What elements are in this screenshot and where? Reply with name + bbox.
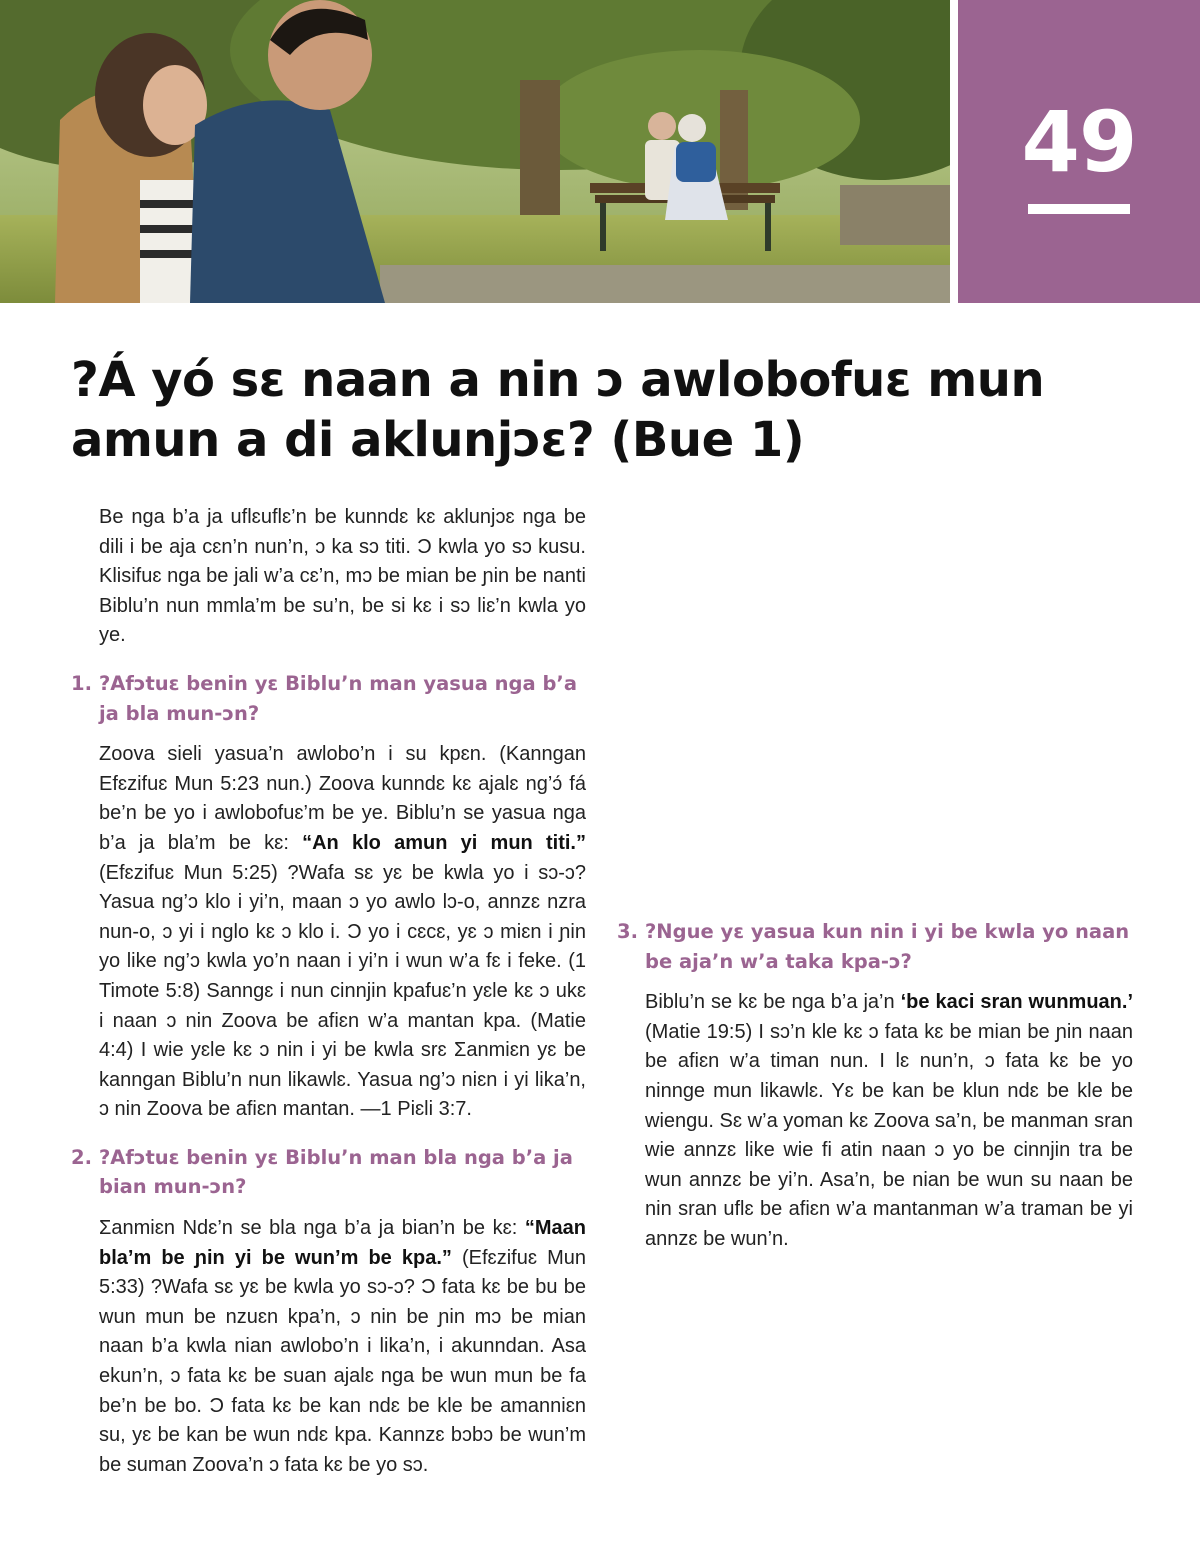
park-couple-illustration (0, 0, 950, 303)
answer-text: Zoova sieli yasua’n awlobo’n i su kpɛn. (Kanngan Efɛzifuɛ Mun 5:23 nun.) Zoova kunndɛ kɛ ajalɛ ng’ɔ́ fá be’n be yo i awlobofuɛ’m be ye. Biblu’n se yasua nga b’a ja bla’m be kɛ: (99, 743, 586, 854)
answer-text: Biblu’n se kɛ be nga b’a ja’n (645, 991, 901, 1014)
lesson-number: 49 (1021, 93, 1137, 191)
right-column (617, 503, 1133, 1255)
intro-paragraph: Be nga b’a ja uflɛuflɛ’n be kunndɛ kɛ aklunjɔɛ nga be dili i be aja cɛn’n nun’n, ɔ ka sɔ titi. Ɔ kwla yo sɔ kusu. Klisifuɛ nga be jali w’a cɛ’n, mɔ be mian be ɲin be nanti Biblu’n nun mmla’m be su’n, be si kɛ i sɔ liɛ’n kwla yo ye. (99, 506, 586, 647)
answer-paragraph-1 (71, 740, 586, 1125)
scripture-quote: ‘be kaci sran wunmuan.’ (900, 991, 1134, 1014)
question-number: 3. (617, 920, 638, 943)
answer-text: (Efɛzifuɛ Mun 5:25) ?Wafa sɛ yɛ be kwla yo i sɔ-ɔ? Yasua ng’ɔ klo i yi’n, maan ɔ yo awlo lɔ-o, annzɛ nzra nun-o, ɔ yi i nglo kɛ ɔ klo i. Ɔ yo i cɛcɛ, yɛ ɔ miɛn i ɲin yo like ng’ɔ kwla yo’n naan i yi’n i wun w’a fɛ i feke. (1 Timote 5:8) Sanngɛ i nun cinnjin kpafuɛ’n yɛle kɛ ɔ ukɛ i naan ɔ nin Zoova be afiɛn w’a mantan kpa. (Matie 4:4) I wie yɛle kɛ ɔ nin i yi be kwla srɛ Ʃanmiɛn yɛ be kanngan Biblu’n nun likawlɛ. Yasua ng’ɔ niɛn i yi lika’n, ɔ nin Zoova be afiɛn mantan. —1 Piɛli 3:7. (99, 861, 586, 1121)
question-number: 2. (71, 1145, 92, 1169)
question-3 (617, 917, 1133, 976)
scripture-quote: “Maan bla’m be ɲin yi be wun’m be kpa.” (99, 1217, 586, 1269)
page-title: ?Á yó sɛ naan a nin ɔ awlobofuɛ mun amun a di aklunjɔɛ? (Bue 1) (71, 352, 1045, 468)
answer-text: (Efɛzifuɛ Mun 5:33) ?Wafa sɛ yɛ be kwla yo sɔ-ɔ? Ɔ fata kɛ be bu be wun mun be nzuɛn kpa’n, ɔ nin be ɲin mɔ be mian naan b’a kwla nian awlobo’n i lika’n, i akunndan. Asa ekun’n, ɔ fata kɛ be suan ajalɛ nga be wun mun be fa be’n be bo. Ɔ fata kɛ be kan ndɛ be kle be amanniɛn su, yɛ be kan be wun ndɛ kpa. Kannzɛ bɔbɔ be wun’m be suman Zoova’n ɔ fata kɛ be yo sɔ. (99, 1246, 586, 1476)
left-column (71, 503, 586, 1480)
answer-text: Ʃanmiɛn Ndɛ’n se bla nga b’a ja bian’n be kɛ: (99, 1217, 525, 1240)
question-2 (71, 1143, 586, 1202)
answer-paragraph-2 (71, 1214, 586, 1480)
answer-text: (Matie 19:5) I sɔ’n kle kɛ ɔ fata kɛ be mian be ɲin naan be afiɛn w’a timan nun. I lɛ nun’n, ɔ fata kɛ be yo ninnge mun likawlɛ. Yɛ be kan be klun ndɛ be kle be wiengu. Sɛ w’a yoman kɛ Zoova sa’n, be manman sran wie annzɛ like wie fi atin naan ɔ yo be cinnjin tra be wun annzɛ be yi’n. Asa’n, be nian be wun su naan be nin sran uflɛ be afiɛn w’a mantanman w’a traman be yi annzɛ be wun’n. (645, 1020, 1133, 1250)
scripture-quote: “An klo amun yi mun titi.” (302, 831, 586, 854)
hero-photo (0, 0, 950, 303)
question-1 (71, 669, 586, 728)
question-text: ?Afɔtuɛ benin yɛ Biblu’n man yasua nga b’a ja bla mun-ɔn? (99, 671, 577, 725)
lesson-number-underline (1028, 204, 1130, 214)
question-text: ?Afɔtuɛ benin yɛ Biblu’n man bla nga b’a ja bian mun-ɔn? (99, 1145, 573, 1199)
answer-paragraph-3 (617, 988, 1133, 1254)
lesson-number-box (958, 0, 1200, 303)
question-text: ?Ngue yɛ yasua kun nin i yi be kwla yo naan be aja’n w’a taka kpa-ɔ? (645, 920, 1130, 973)
question-number: 1. (71, 671, 92, 695)
